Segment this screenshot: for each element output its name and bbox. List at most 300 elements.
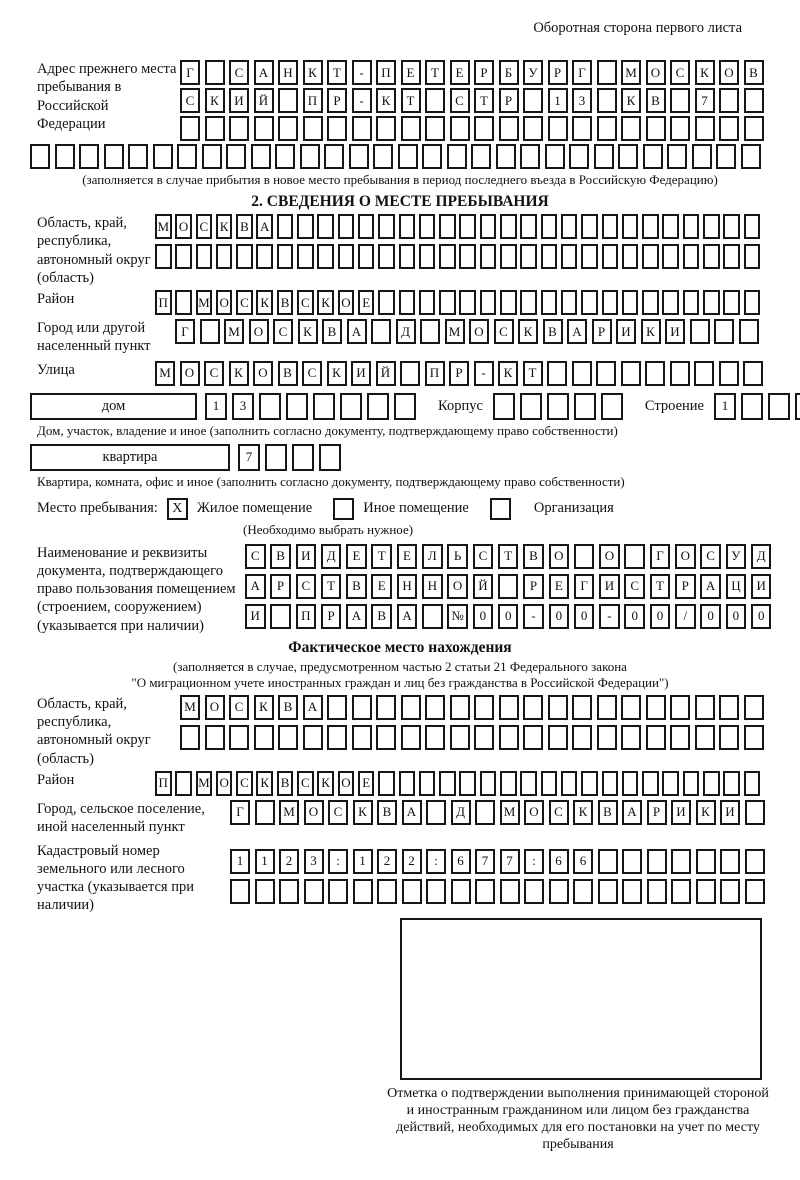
char-cell — [622, 290, 639, 315]
char-cell — [378, 244, 395, 269]
char-cell: 1 — [548, 88, 568, 113]
cadastral-row-1 — [230, 849, 765, 874]
actual-region-label: Область, край, республика, автономный округ (область) — [37, 695, 151, 767]
char-cell: Й — [254, 88, 274, 113]
char-cell — [402, 879, 422, 904]
char-cell — [475, 879, 495, 904]
char-cell — [459, 244, 476, 269]
char-cell — [426, 879, 446, 904]
actual-region-row-2 — [180, 725, 764, 750]
char-cell: : — [426, 849, 446, 874]
stay-type-row — [0, 498, 800, 520]
char-cell — [719, 725, 739, 750]
char-cell — [622, 879, 642, 904]
char-cell: А — [303, 695, 323, 720]
char-cell — [696, 849, 716, 874]
char-cell: Т — [401, 88, 421, 113]
char-cell — [723, 214, 740, 239]
char-cell — [175, 244, 192, 269]
char-cell — [621, 361, 641, 386]
char-cell — [572, 695, 592, 720]
prev-address-label: Адрес прежнего места пребывания в Российской Федерации — [37, 61, 177, 132]
title-document-label: Наименование и реквизиты документа, подтверждающего право пользования помещением (строением, сооружением) (указывается при наличии) — [37, 544, 236, 634]
char-cell — [327, 725, 347, 750]
char-cell: Р — [523, 574, 544, 599]
char-cell — [500, 879, 520, 904]
char-cell — [622, 771, 639, 796]
char-cell: 1 — [714, 393, 736, 420]
char-cell: 7 — [238, 444, 260, 471]
street-row — [0, 361, 800, 386]
char-cell — [180, 725, 200, 750]
char-cell — [696, 879, 716, 904]
char-cell — [378, 214, 395, 239]
char-cell — [597, 116, 617, 141]
char-cell — [450, 725, 470, 750]
char-cell: С — [296, 574, 317, 599]
char-cell: 2 — [402, 849, 422, 874]
char-cell — [662, 771, 679, 796]
char-cell: К — [205, 88, 225, 113]
char-cell — [621, 695, 641, 720]
char-cell: 6 — [549, 849, 569, 874]
char-cell: В — [598, 800, 618, 825]
char-cell — [303, 725, 323, 750]
char-cell: Р — [548, 60, 568, 85]
char-cell — [399, 244, 416, 269]
char-cell: П — [155, 771, 172, 796]
char-cell — [581, 290, 598, 315]
char-cell: А — [567, 319, 587, 344]
option-other-premises-label: Иное помещение — [363, 500, 469, 517]
char-cell: 3 — [572, 88, 592, 113]
prev-address-block — [0, 60, 800, 141]
char-cell — [719, 361, 739, 386]
char-cell: 0 — [498, 604, 519, 629]
char-cell: Г — [230, 800, 250, 825]
actual-city-row — [0, 800, 800, 837]
char-cell — [745, 849, 765, 874]
char-cell — [480, 771, 497, 796]
char-cell — [317, 214, 334, 239]
char-cell — [744, 695, 764, 720]
char-cell: В — [278, 361, 298, 386]
char-cell: С — [473, 544, 494, 569]
char-cell: К — [317, 290, 334, 315]
char-cell — [541, 771, 558, 796]
char-cell — [642, 214, 659, 239]
char-cell — [496, 144, 516, 169]
char-cell — [683, 214, 700, 239]
char-cell — [475, 800, 495, 825]
city-cells — [175, 319, 759, 344]
actual-location-note-1: (заполняется в случае, предусмотренном частью 2 статьи 21 Федерального закона — [173, 658, 627, 674]
actual-city-cells — [230, 800, 765, 825]
house-label-box: дом — [30, 393, 197, 420]
char-cell — [624, 544, 645, 569]
char-cell: Г — [650, 544, 671, 569]
char-cell — [745, 800, 765, 825]
checkbox-organization — [490, 498, 511, 520]
char-cell — [319, 444, 341, 471]
char-cell — [597, 695, 617, 720]
char-cell: О — [675, 544, 696, 569]
char-cell — [622, 214, 639, 239]
char-cell — [716, 144, 736, 169]
char-cell — [695, 725, 715, 750]
char-cell: О — [249, 319, 269, 344]
char-cell: И — [229, 88, 249, 113]
char-cell — [254, 116, 274, 141]
apartment-note: Квартира, комната, офис и иное (заполнить согласно документу, подтверждающему право собственности) — [37, 473, 625, 489]
char-cell: 0 — [624, 604, 645, 629]
char-cell — [419, 244, 436, 269]
char-cell — [520, 393, 542, 420]
char-cell: М — [180, 695, 200, 720]
char-cell: Р — [592, 319, 612, 344]
char-cell: С — [236, 771, 253, 796]
char-cell — [422, 604, 443, 629]
char-cell: Т — [498, 544, 519, 569]
char-cell — [598, 879, 618, 904]
char-cell — [581, 771, 598, 796]
char-cell: И — [599, 574, 620, 599]
actual-location-title: Фактическое место нахождения — [288, 638, 512, 656]
char-cell: : — [524, 849, 544, 874]
char-cell: О — [549, 544, 570, 569]
checkbox-residential: X — [167, 498, 188, 520]
char-cell: И — [616, 319, 636, 344]
char-cell — [662, 290, 679, 315]
cadastral-cell-rows — [230, 849, 765, 904]
char-cell — [574, 544, 595, 569]
apartment-cells — [238, 444, 341, 471]
char-cell — [286, 393, 308, 420]
char-cell: Ь — [447, 544, 468, 569]
char-cell — [303, 116, 323, 141]
char-cell — [662, 214, 679, 239]
char-cell — [694, 361, 714, 386]
char-cell — [256, 244, 273, 269]
char-cell: С — [450, 88, 470, 113]
char-cell — [376, 695, 396, 720]
char-cell: О — [599, 544, 620, 569]
korpus-label: Корпус — [438, 397, 483, 414]
char-cell — [419, 214, 436, 239]
char-cell: К — [696, 800, 716, 825]
char-cell: 7 — [695, 88, 715, 113]
actual-district-cells — [155, 771, 760, 796]
char-cell: К — [641, 319, 661, 344]
actual-location-note-2: "О миграционном учете иностранных граждан и лиц без гражданства в Российской Федерации") — [131, 674, 669, 690]
char-cell: О — [253, 361, 273, 386]
char-cell: 7 — [475, 849, 495, 874]
char-cell — [744, 771, 761, 796]
char-cell — [703, 214, 720, 239]
char-cell: 7 — [500, 849, 520, 874]
char-cell — [352, 725, 372, 750]
char-cell — [621, 116, 641, 141]
char-cell — [401, 695, 421, 720]
char-cell: С — [204, 361, 224, 386]
prev-address-row-3 — [180, 116, 764, 141]
char-cell — [520, 290, 537, 315]
char-cell — [645, 361, 665, 386]
char-cell: Р — [647, 800, 667, 825]
char-cell: М — [224, 319, 244, 344]
char-cell — [646, 695, 666, 720]
char-cell: В — [277, 771, 294, 796]
char-cell — [398, 144, 418, 169]
apartment-label-box: квартира — [30, 444, 230, 471]
char-cell: О — [646, 60, 666, 85]
char-cell: Т — [371, 544, 392, 569]
char-cell — [255, 800, 275, 825]
char-cell: П — [425, 361, 445, 386]
char-cell — [695, 695, 715, 720]
char-cell — [520, 244, 537, 269]
char-cell: М — [445, 319, 465, 344]
char-cell — [439, 244, 456, 269]
char-cell: - — [352, 88, 372, 113]
char-cell: К — [303, 60, 323, 85]
city-row — [0, 319, 800, 356]
actual-city-label: Город, сельское поселение, иной населенный пункт — [37, 800, 205, 836]
char-cell — [474, 725, 494, 750]
char-cell — [719, 695, 739, 720]
char-cell: С — [245, 544, 266, 569]
char-cell — [795, 393, 800, 420]
region-row-2 — [155, 244, 760, 269]
char-cell: С — [229, 60, 249, 85]
char-cell: К — [317, 771, 334, 796]
char-cell: М — [279, 800, 299, 825]
char-cell: О — [205, 695, 225, 720]
char-cell: 0 — [574, 604, 595, 629]
char-cell: С — [297, 290, 314, 315]
cadastral-label: Кадастровый номер земельного или лесного участка (указывается при наличии) — [37, 842, 194, 914]
char-cell — [598, 849, 618, 874]
char-cell — [30, 144, 50, 169]
char-cell — [720, 879, 740, 904]
char-cell: 0 — [549, 604, 570, 629]
char-cell: Б — [499, 60, 519, 85]
prev-address-row-2 — [180, 88, 764, 113]
char-cell — [523, 695, 543, 720]
char-cell — [499, 695, 519, 720]
char-cell: С — [180, 88, 200, 113]
char-cell: Л — [422, 544, 443, 569]
char-cell: 3 — [232, 393, 254, 420]
char-cell: : — [328, 849, 348, 874]
checkbox-other-premises — [333, 498, 354, 520]
document-row-2 — [245, 574, 771, 599]
char-cell — [196, 244, 213, 269]
char-cell — [561, 290, 578, 315]
char-cell — [425, 88, 445, 113]
street-label: Улица — [37, 361, 75, 378]
char-cell: И — [671, 800, 691, 825]
char-cell: С — [236, 290, 253, 315]
char-cell: В — [371, 604, 392, 629]
char-cell — [524, 879, 544, 904]
char-cell — [667, 144, 687, 169]
char-cell — [561, 244, 578, 269]
char-cell: 3 — [304, 849, 324, 874]
char-cell: Т — [425, 60, 445, 85]
char-cell — [459, 290, 476, 315]
char-cell — [683, 244, 700, 269]
char-cell: 1 — [255, 849, 275, 874]
char-cell — [259, 393, 281, 420]
char-cell: 6 — [451, 849, 471, 874]
char-cell — [602, 771, 619, 796]
char-cell — [744, 244, 761, 269]
char-cell: Т — [327, 60, 347, 85]
char-cell — [474, 695, 494, 720]
char-cell: А — [346, 604, 367, 629]
prev-address-row-1 — [180, 60, 764, 85]
char-cell — [459, 771, 476, 796]
char-cell: В — [322, 319, 342, 344]
char-cell — [500, 290, 517, 315]
char-cell — [300, 144, 320, 169]
char-cell — [180, 116, 200, 141]
char-cell: В — [270, 544, 291, 569]
char-cell — [692, 144, 712, 169]
char-cell — [373, 144, 393, 169]
char-cell — [597, 60, 617, 85]
char-cell: С — [273, 319, 293, 344]
char-cell: Р — [474, 60, 494, 85]
district-cells — [155, 290, 760, 315]
char-cell: Р — [675, 574, 696, 599]
char-cell — [399, 771, 416, 796]
char-cell — [216, 244, 233, 269]
char-cell — [279, 879, 299, 904]
char-cell — [480, 214, 497, 239]
char-cell: Т — [523, 361, 543, 386]
char-cell — [55, 144, 75, 169]
char-cell — [741, 393, 763, 420]
char-cell — [327, 116, 347, 141]
char-cell — [670, 695, 690, 720]
char-cell: 2 — [377, 849, 397, 874]
char-cell: К — [573, 800, 593, 825]
char-cell — [723, 290, 740, 315]
char-cell — [581, 214, 598, 239]
house-number-cells — [205, 393, 416, 420]
char-cell: К — [498, 361, 518, 386]
char-cell — [714, 319, 734, 344]
char-cell — [202, 144, 222, 169]
char-cell: 0 — [650, 604, 671, 629]
char-cell — [175, 771, 192, 796]
char-cell — [499, 725, 519, 750]
char-cell — [695, 116, 715, 141]
char-cell: У — [523, 60, 543, 85]
char-cell — [422, 144, 442, 169]
char-cell: Е — [397, 544, 418, 569]
char-cell — [313, 393, 335, 420]
char-cell — [338, 244, 355, 269]
char-cell — [670, 361, 690, 386]
char-cell: О — [175, 214, 192, 239]
char-cell — [400, 361, 420, 386]
char-cell: 0 — [726, 604, 747, 629]
char-cell — [480, 290, 497, 315]
region-label: Область, край, республика, автономный округ (область) — [37, 215, 151, 286]
char-cell — [520, 144, 540, 169]
char-cell — [547, 361, 567, 386]
cadastral-row — [0, 842, 800, 915]
char-cell: П — [303, 88, 323, 113]
char-cell — [425, 116, 445, 141]
char-cell — [226, 144, 246, 169]
char-cell — [602, 214, 619, 239]
char-cell: Р — [499, 88, 519, 113]
char-cell: В — [277, 290, 294, 315]
char-cell: Й — [376, 361, 396, 386]
char-cell: К — [298, 319, 318, 344]
cadastral-row-2 — [230, 879, 765, 904]
char-cell — [399, 214, 416, 239]
char-cell: Е — [450, 60, 470, 85]
char-cell: М — [500, 800, 520, 825]
char-cell — [574, 393, 596, 420]
char-cell — [278, 725, 298, 750]
char-cell — [229, 725, 249, 750]
char-cell — [328, 879, 348, 904]
char-cell — [317, 244, 334, 269]
actual-district-row — [0, 771, 800, 796]
char-cell — [597, 88, 617, 113]
char-cell — [561, 214, 578, 239]
char-cell — [205, 725, 225, 750]
char-cell — [338, 214, 355, 239]
char-cell — [493, 393, 515, 420]
title-document-cell-rows — [245, 544, 771, 629]
char-cell: И — [351, 361, 371, 386]
char-cell — [297, 244, 314, 269]
char-cell: О — [338, 290, 355, 315]
char-cell: И — [245, 604, 266, 629]
char-cell — [647, 849, 667, 874]
char-cell — [561, 771, 578, 796]
char-cell — [439, 214, 456, 239]
actual-region-row-1 — [180, 695, 764, 720]
char-cell — [399, 290, 416, 315]
char-cell: С — [670, 60, 690, 85]
char-cell — [500, 244, 517, 269]
stay-type-note: (Необходимо выбрать нужное) — [243, 521, 414, 537]
char-cell — [358, 214, 375, 239]
char-cell — [292, 444, 314, 471]
char-cell — [450, 116, 470, 141]
actual-region-row — [0, 695, 800, 768]
char-cell: К — [695, 60, 715, 85]
region-row-1 — [155, 214, 760, 239]
char-cell: М — [155, 214, 172, 239]
stroenie-label: Строение — [644, 397, 704, 414]
char-cell — [523, 725, 543, 750]
char-cell — [741, 144, 761, 169]
char-cell — [719, 88, 739, 113]
char-cell — [480, 244, 497, 269]
char-cell — [500, 771, 517, 796]
char-cell — [236, 244, 253, 269]
char-cell: В — [377, 800, 397, 825]
